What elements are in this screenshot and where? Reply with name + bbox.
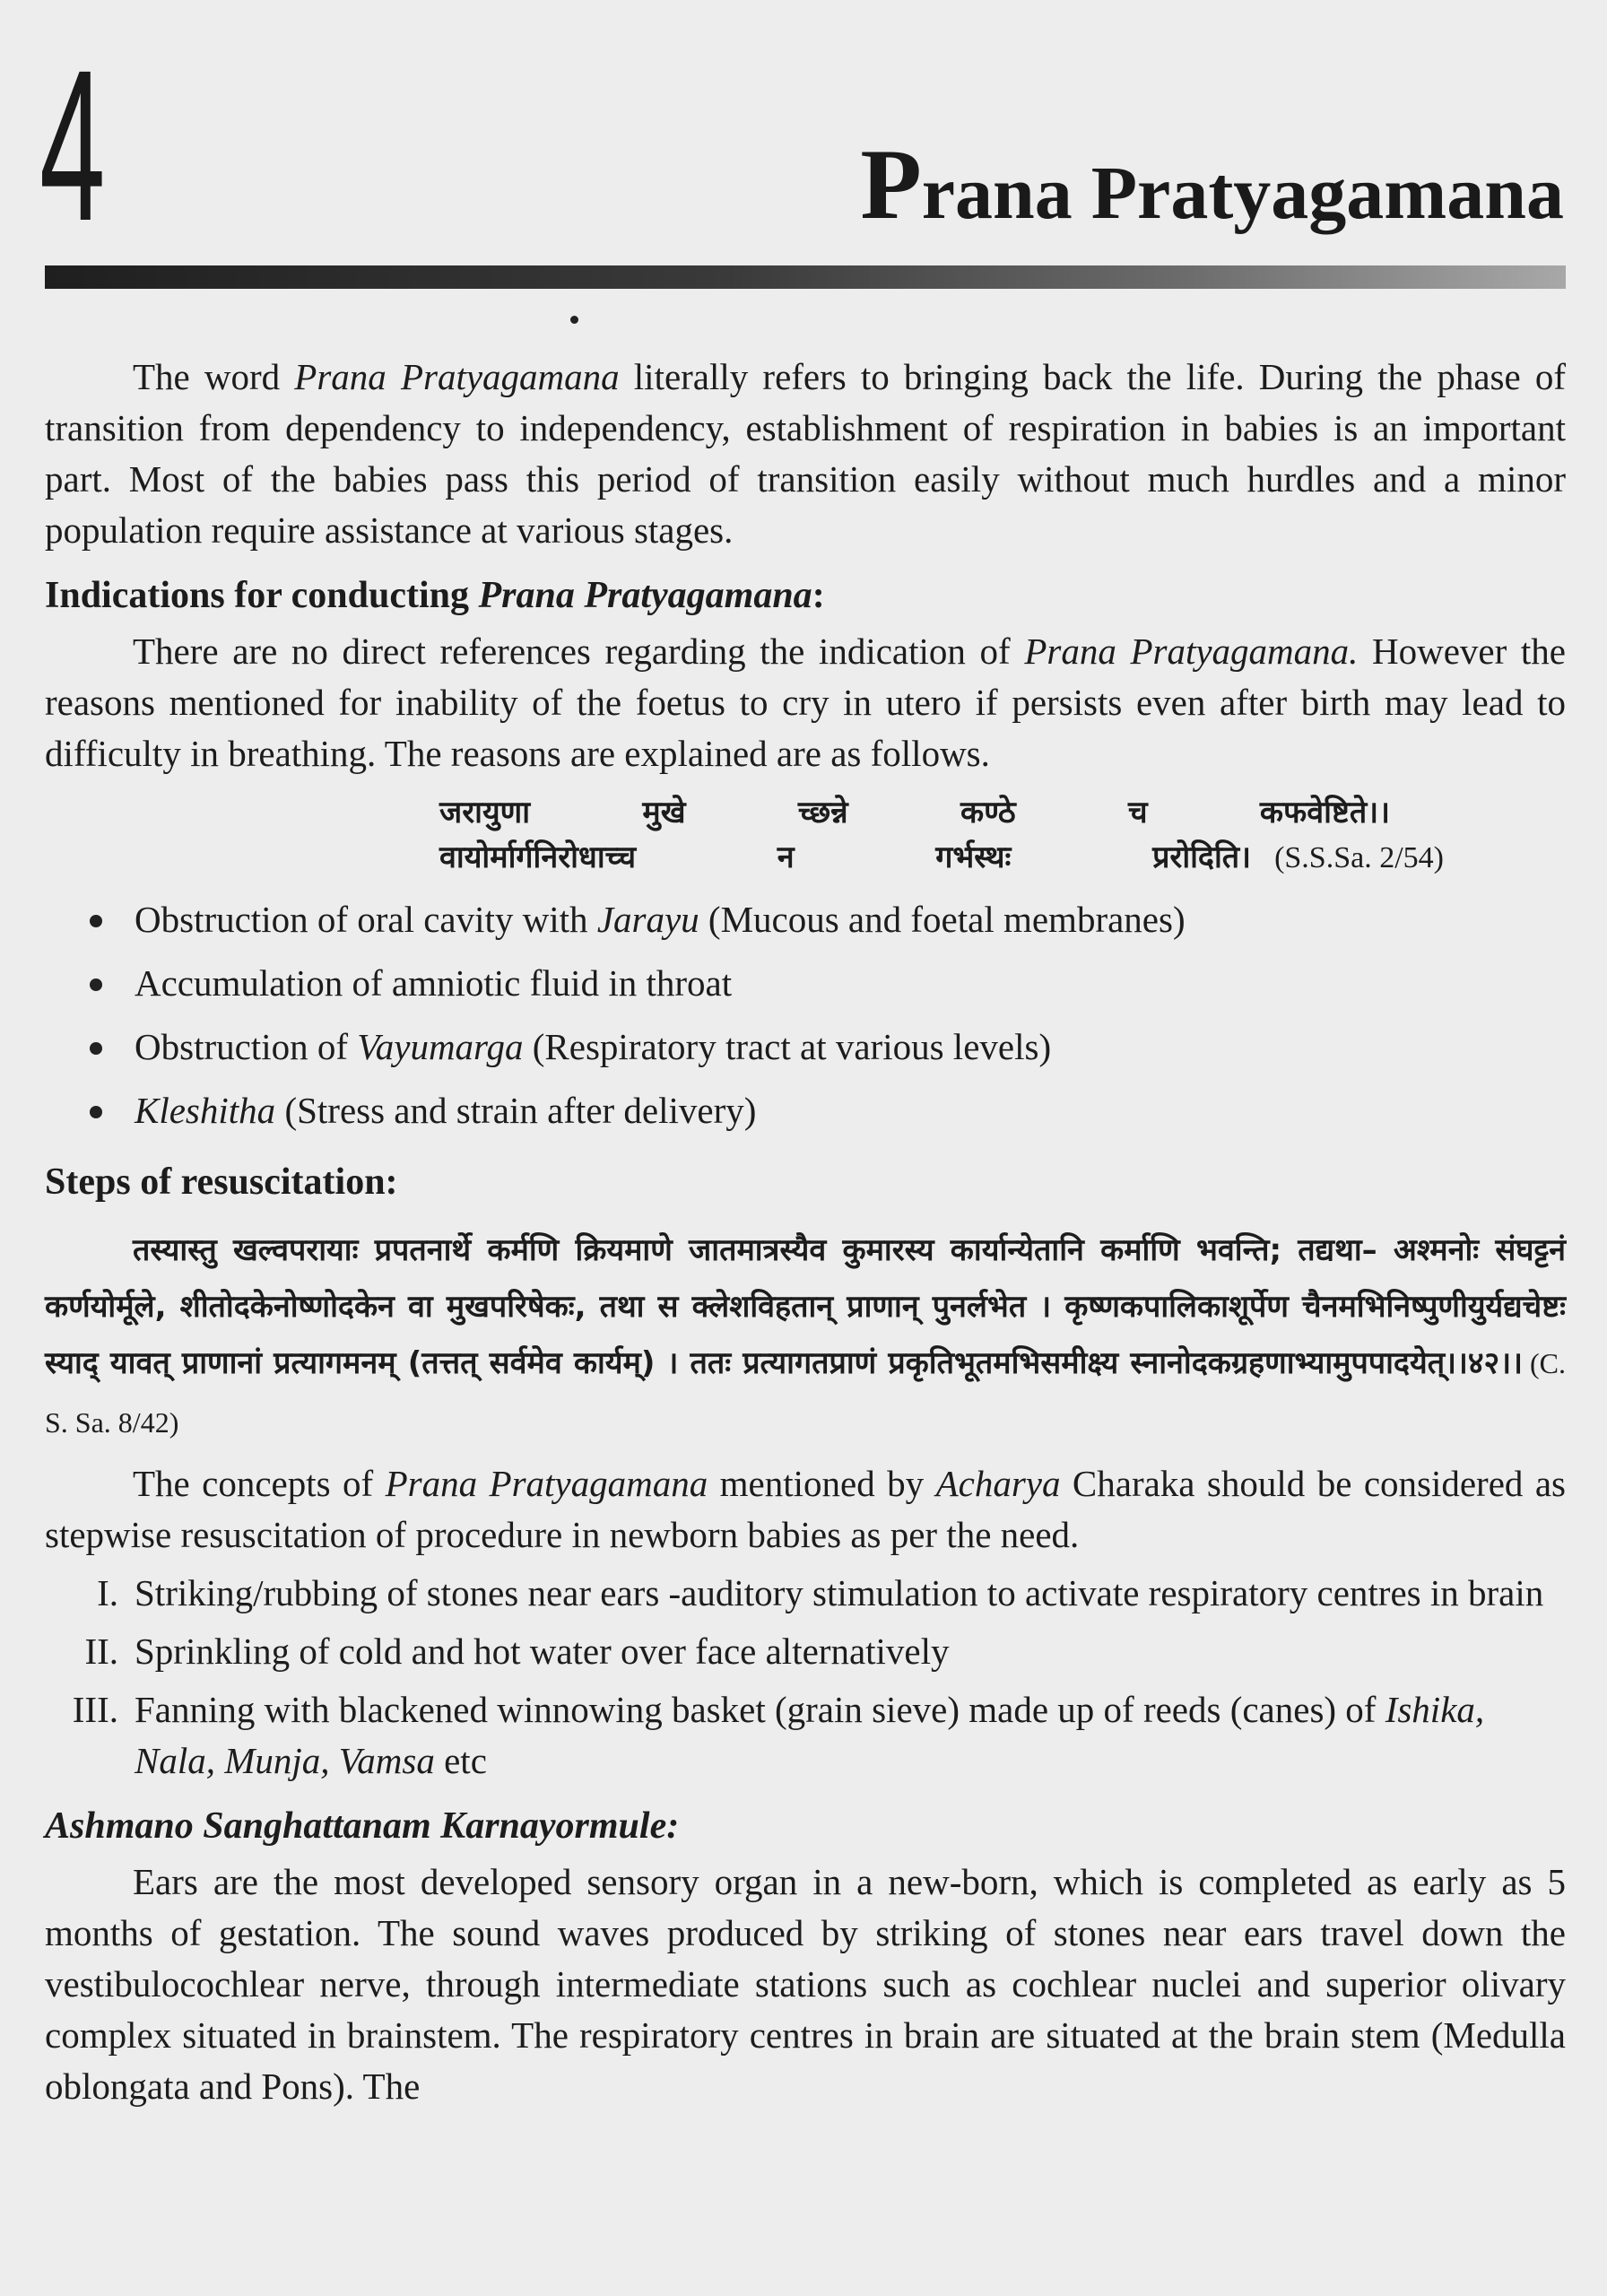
chapter-title [860,129,1564,240]
verse-word: जरायुणा [439,795,531,831]
concepts-term-1: Prana Pratyagamana [385,1463,708,1504]
list-item [45,1079,1566,1143]
concepts-text-b: mentioned by [708,1463,936,1504]
item-term: Vayumarga [357,1026,524,1067]
item-text: Obstruction of [135,1026,358,1067]
shloka-reference: (C. S. Sa. 8/42) [45,1347,1566,1439]
intro-term: Prana Pratyagamana [294,356,620,397]
ashmano-paragraph: Ears are the most developed sensory organ in a new-born, which is completed as early as 5 months of gestation. The sound waves produced by striking of stones near ears travel down the vestibulocochlear nerve, through intermediate stations such as cochlear nuclei and superior olivary complex situated in brainstem. The respiratory centres in brain are situated at the brain stem (Medulla oblongata and Pons). The [45,1861,1566,2107]
verse-line-2 [439,835,1444,881]
shloka-text: तस्यास्तु खल्वपरायाः प्रपतनार्थे कर्मणि क्रियमाणे जातमात्रस्यैव कुमारस्य कार्यान्येतानि कर्माणि भवन्ति; तद्यथा– अश्मनोः संघट्टनं कर्णयोर्मूले, शीतोदकेनोष्णोदकेन वा मुखपरिषेकः, तथा स क्लेशविहतान् प्राणान् पुनर्लभेत । कृष्णकपालिकाशूर्पेण चैनमभिनिष्पुणीयुर्यद्यचेष्टः स्याद् यावत् प्राणानां प्रत्यागमनम् (तत्तत् सर्वमेव कार्यम्) । ततः प्रत्यागतप्राणं प्रकृतिभूतमभिसमीक्ष्य स्नानोदकग्रहणाभ्यामुपपादयेत्।।४२।। [45,1232,1566,1381]
sanskrit-verse [439,790,1566,881]
verse-end [1152,835,1444,881]
item-term: Ishika, Nala, Munja, Vamsa [135,1689,1485,1781]
page-body [45,352,1566,2112]
list-item [45,952,1566,1015]
concepts-paragraph [45,1458,1566,1561]
verse-word: प्ररोदिति। [1152,839,1252,875]
concepts-text-a: The concepts of [133,1463,386,1504]
item-term: Kleshitha [135,1090,276,1131]
chapter-title-rest: rana Pratyagamana [921,152,1564,235]
charaka-shloka [45,1220,1566,1451]
verse-word: च्छन्ने [797,795,848,831]
intro-text-a: The word [133,356,295,397]
chapter-title-initial: P [860,129,922,240]
list-item [45,1568,1566,1619]
stray-mark [570,316,578,324]
item-text: etc [434,1740,487,1781]
verse-word: गर्भस्थः [935,839,1012,875]
item-numeral: II. [84,1631,118,1672]
verse-word: वायोर्मार्गनिरोधाच्च [439,839,637,875]
item-numeral: I. [97,1572,118,1613]
item-text: Accumulation of amniotic fluid in throat [135,962,733,1004]
item-text: Sprinkling of cold and hot water over face alternatively [135,1631,950,1672]
title-rule [45,265,1566,289]
item-text: (Respiratory tract at various levels) [523,1026,1052,1067]
list-item [45,888,1566,952]
indications-heading-term: Prana Pratyagamana [478,575,812,616]
item-term: Jarayu [596,899,699,940]
verse-word: मुखे [642,795,686,831]
list-item [45,1626,1566,1677]
item-text: Striking/rubbing of stones near ears -auditory stimulation to activate respiratory centres in brain [135,1572,1544,1613]
verse-word: कण्ठे [960,795,1016,831]
verse-word: न [777,839,795,875]
verse-line-1 [439,790,1390,835]
intro-text-b: literally refers to bringing back the life. During the phase of transition from dependency to independency, establishment of respiration in babies is an important part. Most of the babies pass this period of transition easily without much hurdles and a minor population require assistance at various stages. [45,356,1566,551]
indications-heading-a: Indications for conducting [45,575,479,616]
indications-heading [45,569,1566,622]
steps-list [45,1568,1566,1787]
list-item [45,1015,1566,1079]
ashmano-heading: Ashmano Sanghattanam Karnayormule: [45,1805,680,1847]
indications-list [45,888,1566,1143]
indications-text-a: There are no direct references regarding the indication of [133,631,1025,672]
item-text: (Mucous and foetal membranes) [699,899,1186,940]
indications-text-b: However the reasons mentioned for inability of the foetus to cry in utero if persists even after birth may lead to difficulty in breathing. The reasons are explained are as follows. [45,631,1566,774]
concepts-term-2: Acharya [935,1463,1061,1504]
indications-heading-colon: : [812,575,825,616]
steps-heading: Steps of resuscitation: [45,1161,398,1203]
concepts-text-c: Charaka should be considered as stepwise resuscitation of procedure in newborn babies as per the need. [45,1463,1566,1555]
verse-reference: (S.S.Sa. 2/54) [1274,841,1444,874]
list-item [45,1684,1566,1787]
verse-word: च [1127,795,1148,831]
chapter-number: 4 [39,25,106,265]
verse-word: कफवेष्टिते।। [1259,795,1390,831]
item-numeral: III. [72,1689,118,1730]
indications-paragraph [45,626,1566,779]
indications-term: Prana Pratyagamana. [1024,631,1359,672]
intro-paragraph [45,352,1566,556]
item-text: (Stress and strain after delivery) [275,1090,757,1131]
item-text: Fanning with blackened winnowing basket (grain sieve) made up of reeds (canes) of [135,1689,1385,1730]
item-text: Obstruction of oral cavity with [135,899,597,940]
